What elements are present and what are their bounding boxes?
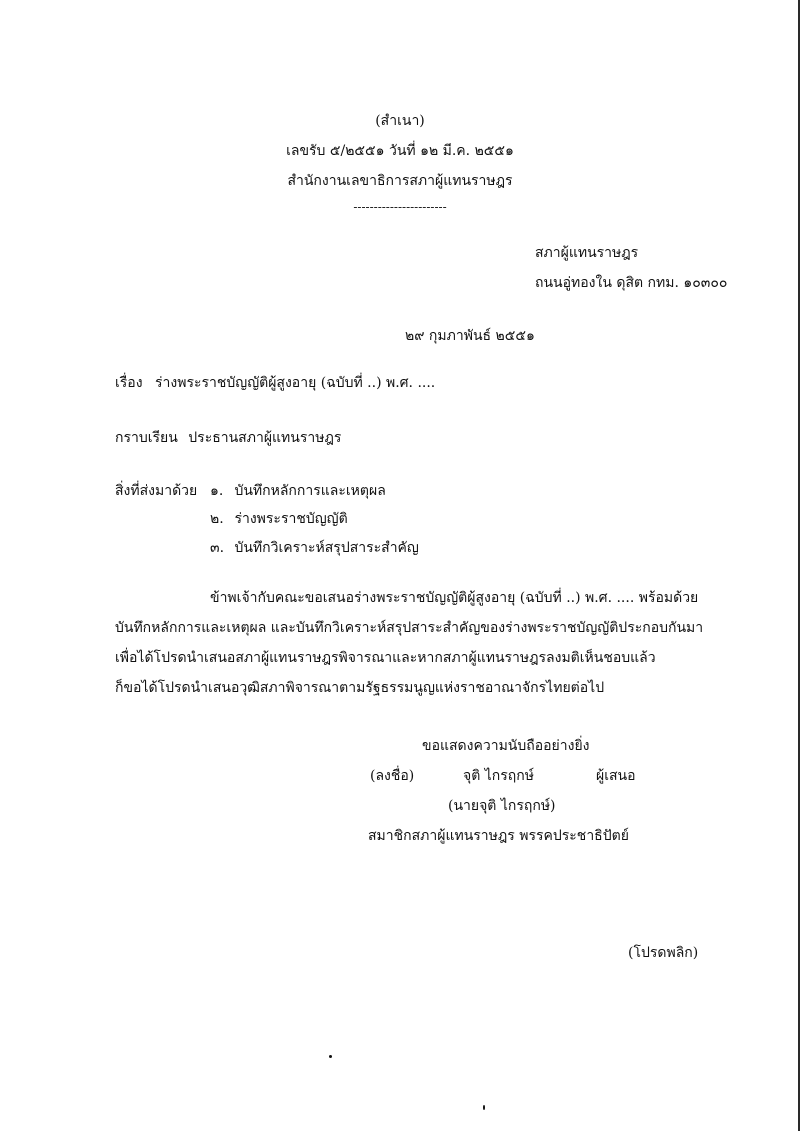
signer-full-name: (นายจุติ ไกรฤกษ์) <box>448 798 556 814</box>
salutation-text: ประธานสภาผู้แทนราษฎร <box>188 430 342 446</box>
subject-line <box>115 375 435 392</box>
signer-position: สมาชิกสภาผู้แทนราษฎร พรรคประชาธิปัตย์ <box>368 828 629 844</box>
scan-speck <box>483 1105 485 1110</box>
enclosure-text: บันทึกหลักการและเหตุผล <box>234 483 386 499</box>
turn-over-note: (โปรดพลิก) <box>628 945 699 961</box>
enclosures-label: สิ่งที่ส่งมาด้วย <box>115 483 198 499</box>
closing-regards: ขอแสดงความนับถืออย่างยิ่ง <box>422 738 590 754</box>
body-paragraph <box>115 583 710 703</box>
address-line-2: ถนนอู่ทองใน ดุสิต กทม. ๑๐๓๐๐ <box>535 275 728 291</box>
header-divider: ----------------------- <box>353 200 447 214</box>
enclosure-item <box>210 511 348 528</box>
scan-speck <box>329 1055 332 1058</box>
sign-label: (ลงชื่อ) <box>370 768 415 784</box>
subject-text: ร่างพระราชบัญญัติผู้สูงอายุ (ฉบับที่ ..) พ.ศ. .... <box>155 375 436 391</box>
body-line: ข้าพเจ้ากับคณะขอเสนอร่างพระราชบัญญัติผู้สูงอายุ (ฉบับที่ ..) พ.ศ. .... พร้อมด้วย <box>210 590 699 606</box>
address-line-1: สภาผู้แทนราษฎร <box>535 245 639 261</box>
body-line: บันทึกหลักการและเหตุผล และบันทึกวิเคราะห์สรุปสาระสำคัญของร่างพระราชบัญญัติประกอบกันมา <box>115 620 704 636</box>
subject-label: เรื่อง <box>115 375 143 391</box>
enclosure-text: ร่างพระราชบัญญัติ <box>234 511 348 527</box>
signer-role: ผู้เสนอ <box>596 768 636 784</box>
enclosure-text: บันทึกวิเคราะห์สรุปสาระสำคัญ <box>234 540 419 556</box>
letter-date: ๒๙ กุมภาพันธ์ ๒๕๕๑ <box>405 328 535 344</box>
body-line: ก็ขอได้โปรดนำเสนอวุฒิสภาพิจารณาตามรัฐธรรมนูญแห่งราชอาณาจักรไทยต่อไป <box>115 680 605 696</box>
office-name: สำนักงานเลขาธิการสภาผู้แทนราษฎร <box>287 173 513 189</box>
signature: จุติ ไกรฤกษ์ <box>463 768 534 784</box>
enclosure-number: ๒. <box>210 511 224 527</box>
body-line: เพื่อได้โปรดนำเสนอสภาผู้แทนราษฎรพิจารณาและหากสภาผู้แทนราษฎรลงมติเห็นชอบแล้ว <box>115 650 656 666</box>
enclosure-item <box>210 483 386 500</box>
receipt-line: เลขรับ ๕/๒๕๕๑ วันที่ ๑๒ มี.ค. ๒๕๕๑ <box>286 143 514 159</box>
salutation-line <box>115 430 341 447</box>
salutation-label: กราบเรียน <box>115 430 178 446</box>
enclosure-number: ๑. <box>210 483 224 499</box>
enclosure-item <box>210 540 419 557</box>
enclosure-number: ๓. <box>210 540 225 556</box>
copy-label: (สำเนา) <box>375 113 425 129</box>
